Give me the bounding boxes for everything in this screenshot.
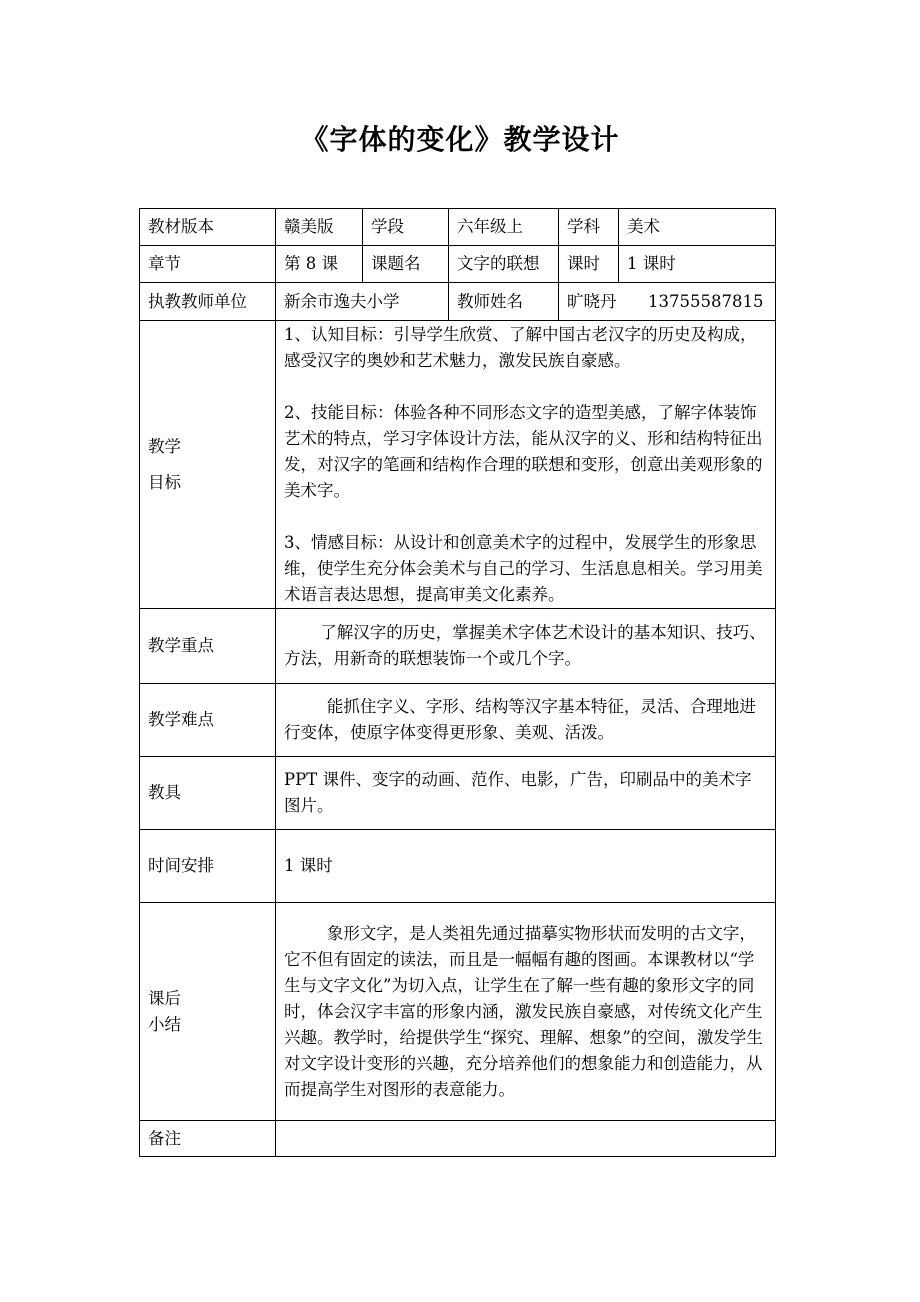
summary-label-line2: 小结: [148, 1014, 181, 1034]
summary: [276, 903, 776, 1121]
tools-text: PPT 课件、变字的动画、范作、电影，广告，印刷品中的美术字图片。: [284, 770, 752, 815]
label-chapter: 章节: [140, 246, 276, 283]
label-remarks: 备注: [140, 1121, 276, 1157]
difficulties: [276, 684, 776, 757]
label-teacher-name: 教师姓名: [449, 283, 559, 321]
schedule-text: 1 课时: [284, 856, 333, 875]
table-row: [140, 830, 776, 903]
teacher-name: 旷晓丹: [567, 291, 617, 311]
label-subject: 学科: [559, 209, 619, 246]
table-row: [140, 321, 776, 609]
remarks: [276, 1121, 776, 1157]
label-tools: 教具: [140, 757, 276, 830]
goals-label-line2: 目标: [148, 472, 181, 492]
table-row: [140, 684, 776, 757]
tools: [276, 757, 776, 830]
label-key-points: 教学重点: [140, 609, 276, 684]
topic: 文字的联想: [449, 246, 559, 283]
key-points-text: 了解汉字的历史，掌握美术字体艺术设计的基本知识、技巧、方法，用新奇的联想装饰一个或几个字。: [284, 623, 766, 668]
schedule: [276, 830, 776, 903]
grade: 六年级上: [449, 209, 559, 246]
label-summary: [140, 903, 276, 1121]
lesson-plan-table: [139, 208, 776, 1157]
textbook-version: 赣美版: [276, 209, 363, 246]
teacher-unit: 新余市逸夫小学: [276, 283, 449, 321]
table-row: [140, 1121, 776, 1157]
goal-emotional: 3、情感目标：从设计和创意美术字的过程中，发展学生的形象思维，使学生充分体会美术与自己的学习、生活息息相关。学习用美术语言表达思想，提高审美文化素养。: [284, 532, 763, 604]
table-row: [140, 209, 776, 246]
label-hours: 课时: [559, 246, 619, 283]
table-row: [140, 609, 776, 684]
label-schedule: 时间安排: [140, 830, 276, 903]
hours: 1 课时: [619, 246, 776, 283]
chapter: 第 8 课: [276, 246, 363, 283]
label-teacher-unit: 执教教师单位: [140, 283, 276, 321]
goal-cognitive: 1、认知目标：引导学生欣赏、了解中国古老汉字的历史及构成，感受汉字的奥妙和艺术魅力，激发民族自豪感。: [284, 324, 757, 370]
goal-skill: 2、技能目标：体验各种不同形态文字的造型美感，了解字体装饰艺术的特点，学习字体设计方法，能从汉字的义、形和结构特征出发，对汉字的笔画和结构作合理的联想和变形，创意出美观形象的美术字。: [284, 402, 763, 500]
table-row: [140, 903, 776, 1121]
goals-label-line1: 教学: [148, 436, 181, 456]
summary-label-line1: 课后: [148, 988, 181, 1008]
teaching-goals: [276, 321, 776, 609]
key-points: [276, 609, 776, 684]
document-title: 《字体的变化》教学设计: [300, 123, 620, 156]
table-row: [140, 283, 776, 321]
table-row: [140, 757, 776, 830]
difficulties-text: 能抓住字义、字形、结构等汉字基本特征，灵活、合理地进行变体，使原字体变得更形象、美观、活泼。: [284, 697, 756, 742]
table-row: [140, 246, 776, 283]
label-topic: 课题名: [363, 246, 449, 283]
label-textbook-version: 教材版本: [140, 209, 276, 246]
subject: 美术: [619, 209, 776, 246]
summary-text: 象形文字，是人类祖先通过描摹实物形状而发明的古文字，它不但有固定的读法，而且是一幅幅有趣的图画。本课教材以“学生与文字文化”为切入点，让学生在了解一些有趣的象形文字的同时，体会汉字丰富的形象内涵，激发民族自豪感，对传统文化产生兴趣。教学时，给提供学生“探究、理解、想象”的空间，激发学生对文字设计变形的兴趣，充分培养他们的想象能力和创造能力，从而提高学生对图形的表意能力。: [284, 923, 763, 1099]
label-teaching-goals: [140, 321, 276, 609]
label-difficulties: 教学难点: [140, 684, 276, 757]
teacher-info: [559, 283, 776, 321]
label-grade: 学段: [363, 209, 449, 246]
teacher-phone: 13755587815: [647, 291, 764, 311]
